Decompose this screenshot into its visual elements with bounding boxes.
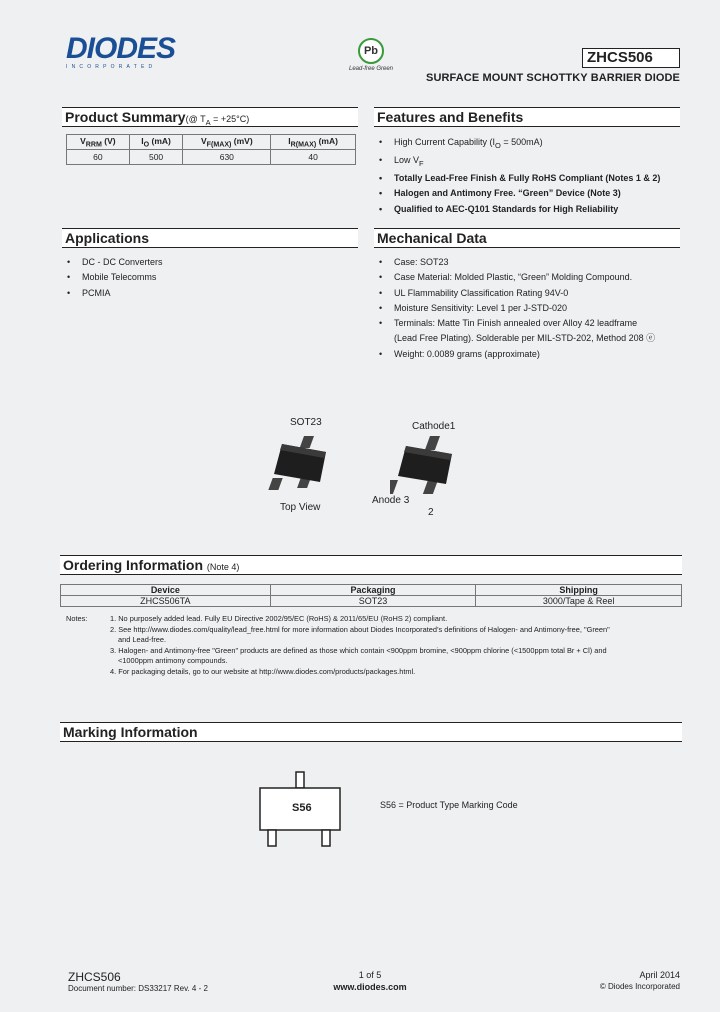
ordering-table xyxy=(60,584,682,607)
feature-item: • Low $V_F$ xyxy=(374,153,684,171)
ordering-header-cell: Shipping xyxy=(476,585,682,596)
applications-list xyxy=(62,255,352,301)
lead-free-icon xyxy=(358,38,384,64)
part-number-box: ZHCS506 xyxy=(582,48,680,68)
note-line: 2. See http://www.diodes.com/quality/lead_free.html for more information about Diodes Incorporated’s definitions of Halogen- and Antimony-free, "Green" xyxy=(110,624,610,634)
application-item: • DC - DC Converters xyxy=(62,255,352,270)
summary-value-cell: 630 xyxy=(183,150,271,165)
ordering-cell: SOT23 xyxy=(270,596,476,607)
anode-label: Anode 3 xyxy=(372,495,410,506)
summary-value-cell: 40 xyxy=(271,150,356,165)
application-item: • PCMIA xyxy=(62,286,352,301)
note-line: 1. No purposely added lead. Fully EU Directive 2002/95/EC (RoHS) & 2011/65/EU (RoHS 2) compliant. xyxy=(110,614,448,623)
sot23-pinout-drawing xyxy=(390,436,470,500)
footer-page: 1 of 5 xyxy=(358,970,382,980)
mechanical-item: • Case Material: Molded Plastic, “Green” Molding Compound. xyxy=(374,270,684,285)
footer-doc-number: Document number: DS33217 Rev. 4 - 2 xyxy=(68,984,208,993)
ordering-header xyxy=(60,555,682,575)
lead-free-label: Lead-free Green xyxy=(348,66,394,72)
document-subtitle: SURFACE MOUNT SCHOTTKY BARRIER DIODE xyxy=(426,72,680,84)
mechanical-header: Mechanical Data xyxy=(374,228,680,248)
summary-value-cell: 500 xyxy=(129,150,183,165)
ordering-notes xyxy=(66,614,686,678)
feature-item: • Totally Lead-Free Finish & Fully RoHS Compliant (Notes 1 & 2) xyxy=(374,171,684,186)
pin2-label: 2 xyxy=(428,507,434,518)
feature-item: • High Current Capability $(I_O = 500mA)$ xyxy=(374,135,684,153)
note-line: 3. Halogen- and Antimony-free "Green" products are defined as those which contain <900ppm bromine, <900ppm chlorine (<1500ppm total Br + Cl) and xyxy=(110,645,607,655)
notes-label: Notes: xyxy=(66,614,88,623)
note-line: <1000ppm antimony compounds. xyxy=(118,656,228,666)
lead-free-badge xyxy=(345,38,397,80)
ordering-header-cell: Packaging xyxy=(270,585,476,596)
mechanical-item: • UL Flammability Classification Rating 94V-0 xyxy=(374,286,684,301)
feature-item: • Halogen and Antimony Free. “Green” Device (Note 3) xyxy=(374,186,684,201)
summary-value-cell: 60 xyxy=(67,150,130,165)
ordering-header-cell: Device xyxy=(61,585,271,596)
summary-header-row xyxy=(67,135,356,150)
footer-part-number: ZHCS506 xyxy=(68,970,121,984)
footer-date: April 2014 xyxy=(639,970,680,980)
ordering-note-ref: (Note 4) xyxy=(206,562,240,572)
logo-subtext: INCORPORATED xyxy=(66,64,157,70)
ordering-cell: ZHCS506TA xyxy=(61,596,271,607)
mechanical-item-continued: (Lead Free Plating). Solderable per MIL-STD-202, Method 208 ⓔ xyxy=(394,333,656,344)
note-line: 4. For packaging details, go to our website at http://www.diodes.com/products/packages.html. xyxy=(110,666,416,676)
feature-item: • Qualified to AEC-Q101 Standards for High Reliability xyxy=(374,202,684,217)
cathode-label: Cathode1 xyxy=(412,421,456,432)
mechanical-item: • Case: SOT23 xyxy=(374,255,684,270)
ordering-row xyxy=(61,596,682,607)
footer-website-link[interactable]: www.diodes.com xyxy=(333,982,407,992)
diodes-logo xyxy=(66,34,196,74)
note-line: and Lead-free. xyxy=(118,635,167,645)
marking-header: Marking Information xyxy=(60,722,682,742)
marking-description: S56 = Product Type Marking Code xyxy=(380,800,518,810)
summary-header-cell: $V_{RRM}$ (V) xyxy=(67,135,130,150)
mechanical-list xyxy=(374,255,684,362)
summary-condition: (@ $T_A = +25^\circ C$) xyxy=(185,114,250,127)
ordering-title: Ordering Information xyxy=(63,557,203,573)
sot23-label: SOT23 xyxy=(290,417,322,428)
mechanical-item: • Moisture Sensitivity: Level 1 per J-STD-020 xyxy=(374,301,684,316)
lead-free-symbol: Pb xyxy=(363,45,379,57)
marking-code: S56 xyxy=(292,802,312,814)
mechanical-item: • Weight: 0.0089 grams (approximate) xyxy=(374,347,684,362)
footer-copyright: © Diodes Incorporated xyxy=(599,982,680,991)
application-item: • Mobile Telecomms xyxy=(62,270,352,285)
sot23-top-view-drawing xyxy=(268,436,338,496)
top-view-label: Top View xyxy=(280,502,321,513)
features-list xyxy=(374,135,684,217)
summary-header-cell: $V_{F(MAX)}$ (mV) xyxy=(183,135,271,150)
logo-text: DIODES xyxy=(66,32,176,65)
summary-value-row xyxy=(67,150,356,165)
product-summary-table xyxy=(66,134,356,165)
ordering-header-row xyxy=(61,585,682,596)
summary-header-cell: $I_{R(MAX)}$ (mA) xyxy=(271,135,356,150)
ordering-cell: 3000/Tape & Reel xyxy=(476,596,682,607)
product-summary-title: Product Summary xyxy=(65,109,186,125)
product-summary-header xyxy=(62,107,358,127)
features-header: Features and Benefits xyxy=(374,107,680,127)
mechanical-item: • Terminals: Matte Tin Finish annealed over Alloy 42 leadframe xyxy=(374,316,684,331)
applications-header: Applications xyxy=(62,228,358,248)
summary-header-cell: $I_O$ (mA) xyxy=(129,135,183,150)
